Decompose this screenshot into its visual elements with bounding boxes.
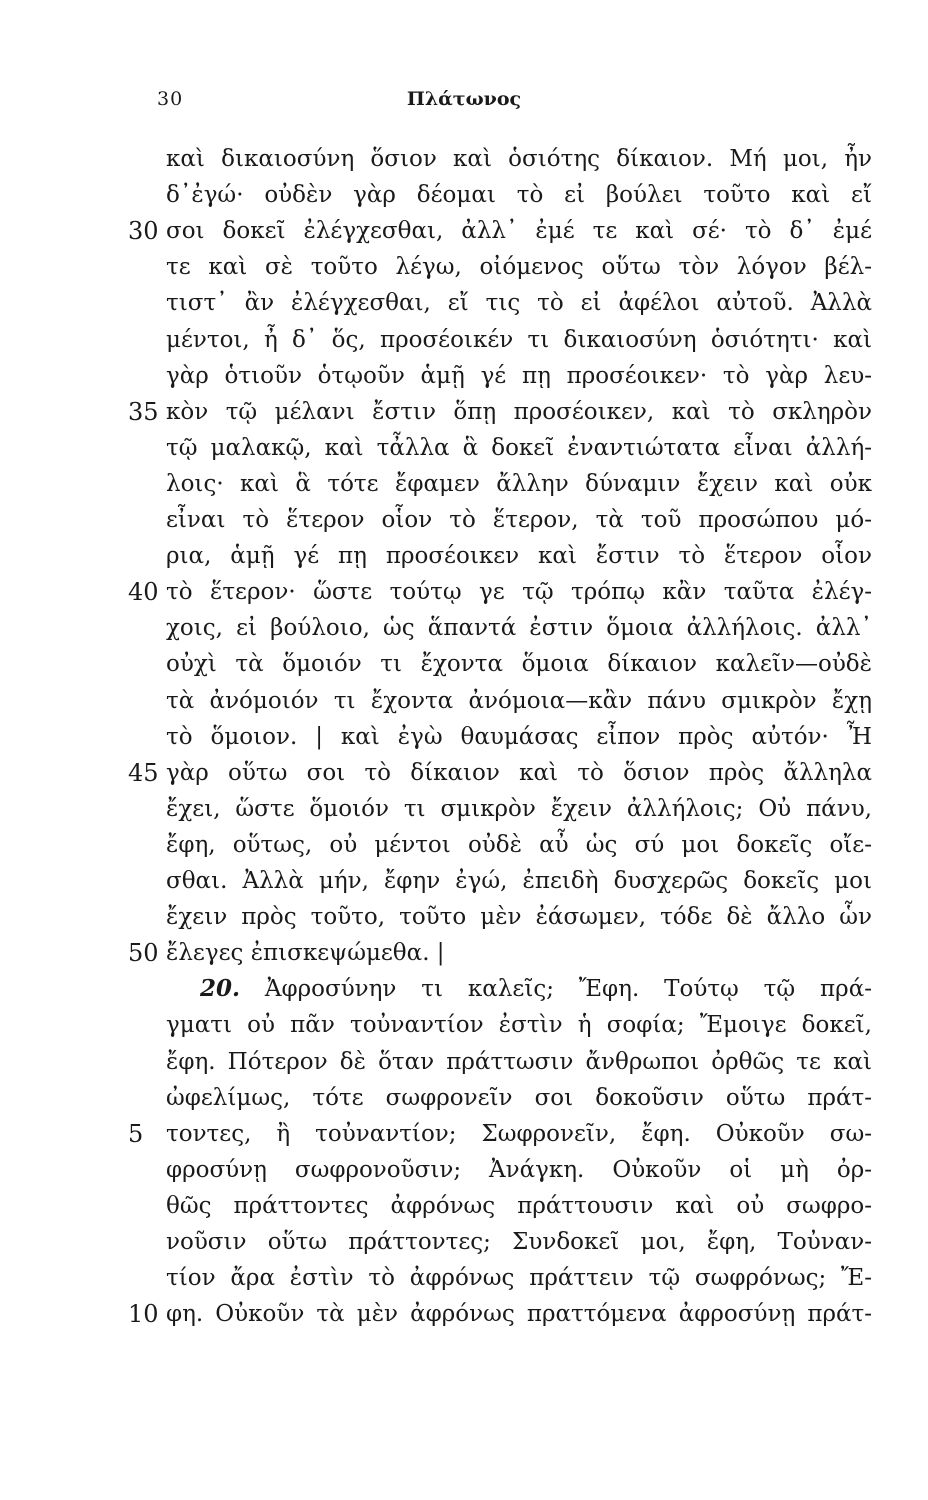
line-text: τὸ ἕτερον· ὥστε τούτῳ γε τῷ τρόπῳ κἂν ταῦτα ἐλέγ- [166, 579, 872, 606]
line-text: τοντες, ἢ τοὐναντίον; Σωφρονεῖν, ἔφη. Οὐκοῦν σω- [166, 1120, 872, 1147]
text-line [0, 1045, 928, 1079]
line-text: τῷ μαλακῷ, καὶ τἆλλα ἃ δοκεῖ ἐναντιώτατα εἶναι ἀλλή- [166, 434, 872, 461]
text-line [0, 756, 928, 790]
line-text: ἔχει, ὥστε ὅμοιόν τι σμικρὸν ἔχειν ἀλλήλοις; Οὐ πάνυ, [166, 795, 872, 822]
text-line [0, 250, 928, 284]
text-line [0, 1297, 928, 1331]
line-text: ἔλεγες ἐπισκεψώμεθα. | [166, 940, 445, 967]
text-line [0, 178, 928, 212]
text-line [0, 684, 928, 718]
line-text: σθαι. Ἀλλὰ μήν, ἔφην ἐγώ, ἐπειδὴ δυσχερῶς δοκεῖς μοι [166, 868, 872, 894]
line-number: 50 [128, 939, 159, 968]
text-line [0, 647, 928, 681]
line-text: γὰρ ὁτιοῦν ὁτῳοῦν ἁμῇ γέ πῃ προσέοικεν· τὸ γὰρ λευ- [166, 362, 872, 389]
line-number: 40 [128, 578, 159, 607]
text-line [0, 828, 928, 862]
line-text: χοις, εἰ βούλοιο, ὡς ἅπαντά ἐστιν ὅμοια ἀλλήλοις. ἀλλ᾽ [166, 615, 872, 642]
text-line [0, 142, 928, 176]
section-number: 20. [200, 975, 241, 1003]
line-text: σοι δοκεῖ ἐλέγχεσθαι, ἀλλ᾽ ἐμέ τε καὶ σέ· τὸ δ᾽ ἐμέ [166, 218, 872, 245]
text-line [0, 1153, 928, 1187]
line-number: 45 [128, 758, 159, 787]
text-line [0, 900, 928, 934]
line-text: ρια, ἁμῇ γέ πῃ προσέοικεν καὶ ἔστιν τὸ ἕτερον οἷον [166, 543, 872, 570]
line-number: 10 [128, 1300, 159, 1329]
running-title: Πλάτωνος [406, 88, 522, 110]
line-number: 5 [128, 1119, 144, 1148]
line-text: τὰ ἀνόμοιόν τι ἔχοντα ἀνόμοια—κἂν πάνυ σμικρὸν ἔχῃ [166, 687, 872, 714]
line-text: τίον ἄρα ἐστὶν τὸ ἀφρόνως πράττειν τῷ σωφρόνως; Ἔ- [166, 1265, 872, 1292]
line-text: τιστ᾽ ἂν ἐλέγχεσθαι, εἴ τις τὸ εἰ ἀφέλοι αὐτοῦ. Ἀλλὰ [166, 290, 872, 317]
text-line [0, 575, 928, 609]
page-header [0, 88, 928, 118]
line-text: τὸ ὅμοιον. | καὶ ἐγὼ θαυμάσας εἶπον πρὸς αὐτόν· Ἦ [166, 723, 872, 750]
line-text: δ᾽ἐγώ· οὐδὲν γὰρ δέομαι τὸ εἰ βούλει τοῦτο καὶ εἴ [166, 182, 872, 209]
text-line [0, 1261, 928, 1295]
line-text: ἔφη. Πότερον δὲ ὅταν πράττωσιν ἄνθρωποι ὀρθῶς τε καὶ [166, 1048, 872, 1075]
text-line [0, 214, 928, 248]
text-line [0, 1117, 928, 1151]
text-line [0, 395, 928, 429]
page-number: 30 [157, 88, 184, 110]
line-text: γὰρ οὕτω σοι τὸ δίκαιον καὶ τὸ ὅσιον πρὸς ἄλληλα [166, 759, 872, 786]
text-line [0, 864, 928, 898]
line-text: ὠφελίμως, τότε σωφρονεῖν σοι δοκοῦσιν οὕτω πράτ- [166, 1084, 872, 1111]
line-text: λοις· καὶ ἃ τότε ἔφαμεν ἄλλην δύναμιν ἔχειν καὶ οὐκ [166, 470, 872, 497]
line-text: φη. Οὐκοῦν τὰ μὲν ἀφρόνως πραττόμενα ἀφροσύνῃ πράτ- [166, 1301, 872, 1328]
line-number: 35 [128, 397, 159, 426]
text-line [0, 359, 928, 393]
line-text: νοῦσιν οὕτω πράττοντες; Συνδοκεῖ μοι, ἔφη, Τοὐναν- [166, 1229, 872, 1255]
line-text: καὶ δικαιοσύνη ὅσιον καὶ ὁσιότης δίκαιον. Μή μοι, ἦν [166, 146, 872, 172]
text-line [0, 431, 928, 465]
line-text: φροσύνῃ σωφρονοῦσιν; Ἀνάγκη. Οὐκοῦν οἱ μὴ ὀρ- [166, 1156, 872, 1183]
line-text: τε καὶ σὲ τοῦτο λέγω, οἰόμενος οὕτω τὸν λόγον βέλ- [166, 254, 872, 281]
line-text: γματι οὐ πᾶν τοὐναντίον ἐστὶν ἡ σοφία; Ἔμοιγε δοκεῖ, [166, 1012, 872, 1039]
text-line [0, 467, 928, 501]
text-line [0, 792, 928, 826]
line-text: κὸν τῷ μέλανι ἔστιν ὅπῃ προσέοικεν, καὶ τὸ σκληρὸν [166, 398, 872, 425]
text-line [0, 720, 928, 754]
line-text: εἶναι τὸ ἕτερον οἷον τὸ ἕτερον, τὰ τοῦ προσώπου μό- [166, 507, 872, 533]
line-text: θῶς πράττοντες ἀφρόνως πράττουσιν καὶ οὐ σωφρο- [166, 1192, 872, 1219]
text-line [0, 1225, 928, 1259]
text-line [0, 503, 928, 537]
text-line [0, 972, 928, 1006]
text-line [0, 1008, 928, 1042]
text-line [0, 286, 928, 320]
line-text: μέντοι, ἦ δ᾽ ὅς, προσέοικέν τι δικαιοσύνη ὁσιότητι· καὶ [166, 326, 872, 353]
text-line [0, 323, 928, 357]
text-line [0, 936, 928, 970]
line-number: 30 [128, 217, 159, 246]
line-text: ἔφη, οὕτως, οὐ μέντοι οὐδὲ αὖ ὡς σύ μοι δοκεῖς οἴε- [166, 831, 872, 858]
text-line [0, 1189, 928, 1223]
text-line [0, 611, 928, 645]
line-text: ἔχειν πρὸς τοῦτο, τοῦτο μὲν ἐάσωμεν, τόδε δὲ ἄλλο ὧν [166, 904, 872, 931]
line-text: οὐχὶ τὰ ὅμοιόν τι ἔχοντα ὅμοια δίκαιον καλεῖν—οὐδὲ [166, 651, 872, 678]
line-text: 20. Ἀφροσύνην τι καλεῖς; Ἔφη. Τούτῳ τῷ πρά- [200, 975, 872, 1003]
text-line [0, 1081, 928, 1115]
text-line [0, 539, 928, 573]
